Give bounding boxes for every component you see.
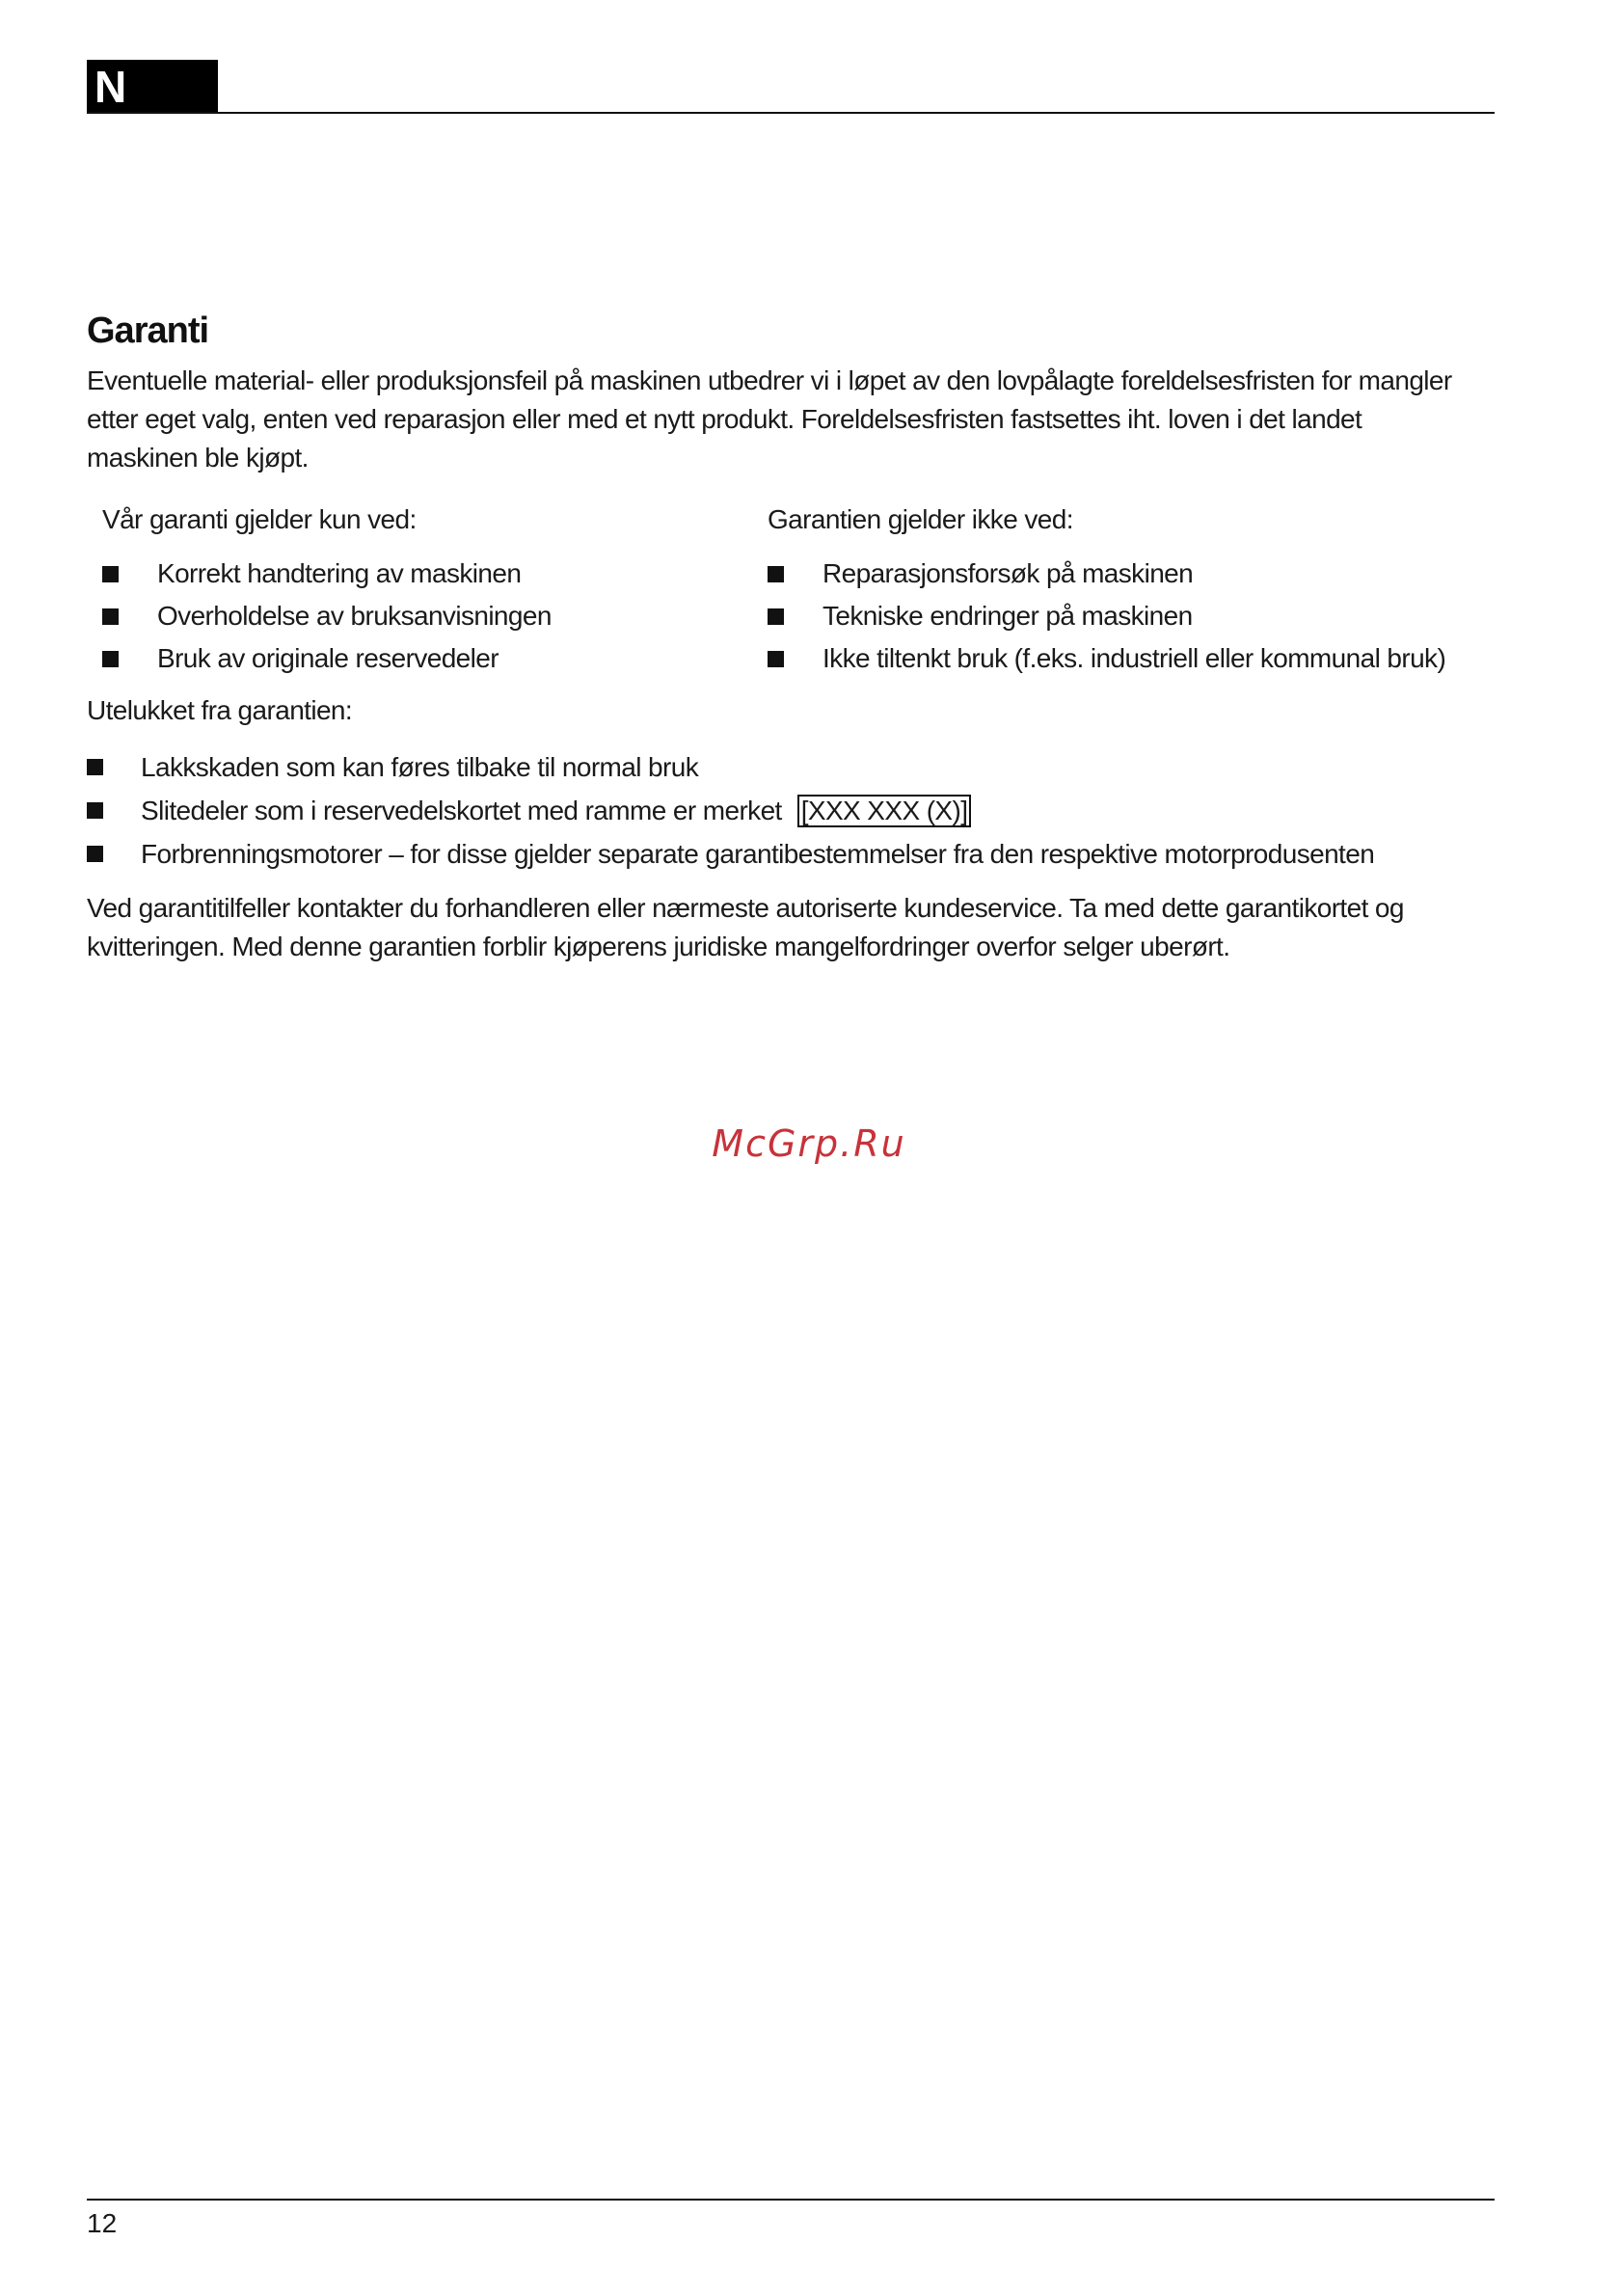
list-item-text: Korrekt handtering av maskinen xyxy=(157,558,522,588)
intro-paragraph: Eventuelle material- eller produksjonsfeil på maskinen utbedrer vi i løpet av den lovpålagte foreldelsesfristen for mangler etter eget valg, enten ved reparasjon eller med et nytt produkt. Foreldelsesfristen fastsettes iht. loven i det landet maskinen ble kjøpt. xyxy=(87,365,1452,473)
excluded-list xyxy=(87,745,1475,876)
closing-paragraph: Ved garantitilfeller kontakter du forhandleren eller nærmeste autoriserte kundeservice. Ta med dette garantikortet og kvitteringen. Med denne garantien forblir kjøperens juridiske mangelfordringer overfor selger uberørt. xyxy=(87,893,1404,961)
list-item-text: Overholdelse av bruksanvisningen xyxy=(157,601,552,631)
excluded-heading: Utelukket fra garantien: xyxy=(87,695,353,725)
header-divider xyxy=(87,112,1495,114)
list-item xyxy=(102,595,768,637)
not-applies-column xyxy=(768,500,1475,680)
list-item xyxy=(102,637,768,680)
page-number: 12 xyxy=(87,2208,118,2238)
conditions-columns xyxy=(87,500,1475,680)
bullet-square-icon xyxy=(87,759,103,775)
warranty-section xyxy=(87,311,1475,966)
list-item-text: Reparasjonsforsøk på maskinen xyxy=(822,558,1194,588)
list-item xyxy=(102,553,768,595)
list-item xyxy=(87,832,1475,876)
bullet-square-icon xyxy=(102,566,119,582)
watermark-text: McGrp.Ru xyxy=(712,1122,906,1165)
list-item xyxy=(768,637,1475,680)
list-item-text: Forbrenningsmotorer – for disse gjelder separate garantibestemmelser fra den respektive motorprodusenten xyxy=(141,839,1375,869)
list-item xyxy=(768,553,1475,595)
footer-divider xyxy=(87,2199,1495,2201)
not-applies-heading: Garantien gjelder ikke ved: xyxy=(768,504,1073,534)
section-title: Garanti xyxy=(87,311,209,351)
bullet-square-icon xyxy=(768,651,784,667)
bullet-square-icon xyxy=(102,651,119,667)
bullet-square-icon xyxy=(102,608,119,625)
applies-column xyxy=(87,500,768,680)
wear-part-code: [XXX XXX (X)] xyxy=(797,795,972,827)
list-item-text: Bruk av originale reservedeler xyxy=(157,643,499,673)
language-tab: N xyxy=(87,60,218,114)
list-item-text: Slitedeler som i reservedelskortet med ramme er merket xyxy=(141,796,782,825)
applies-heading: Vår garanti gjelder kun ved: xyxy=(102,504,417,534)
not-applies-list xyxy=(768,553,1475,680)
bullet-square-icon xyxy=(768,608,784,625)
bullet-square-icon xyxy=(87,846,103,862)
list-item-text: Tekniske endringer på maskinen xyxy=(822,601,1193,631)
list-item-text: Ikke tiltenkt bruk (f.eks. industriell eller kommunal bruk) xyxy=(822,643,1446,673)
list-item xyxy=(87,789,1475,832)
bullet-square-icon xyxy=(87,802,103,819)
list-item-text: Lakkskaden som kan føres tilbake til normal bruk xyxy=(141,752,699,782)
applies-list xyxy=(102,553,768,680)
bullet-square-icon xyxy=(768,566,784,582)
list-item xyxy=(87,745,1475,789)
list-item xyxy=(768,595,1475,637)
